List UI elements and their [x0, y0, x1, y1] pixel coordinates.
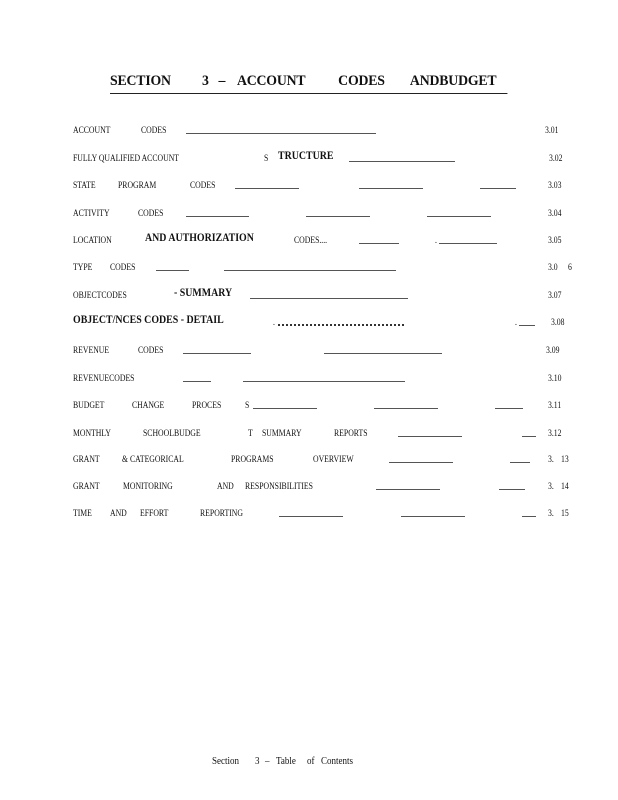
toc-text: - SUMMARY: [174, 287, 233, 299]
leader-line: [224, 270, 396, 271]
leader-line: [359, 243, 399, 244]
toc-text: CODES: [110, 262, 136, 272]
toc-page-number: 3.07: [548, 290, 562, 300]
leader-line: [389, 462, 453, 463]
toc-entry-time-effort-reporting[interactable]: [0, 507, 618, 523]
leader-line: [250, 298, 408, 299]
footer-contents: Contents: [321, 756, 354, 767]
toc-text: SUMMARY: [262, 428, 302, 438]
toc-text: AND AUTHORIZATION: [145, 232, 254, 244]
toc-page-number: 3.: [548, 481, 554, 491]
toc-text: CODES: [138, 345, 164, 355]
leader-line: [253, 408, 317, 409]
toc-text: OVERVIEW: [313, 454, 354, 464]
footer-dash: –: [265, 756, 270, 767]
toc-page-number: 3.11: [548, 400, 562, 410]
title-codes: CODES: [338, 73, 385, 89]
toc-entry-location-and-authorization-codes[interactable]: [0, 234, 618, 250]
footer-table: Table: [276, 756, 296, 767]
toc-text: CODES: [138, 208, 164, 218]
toc-page-number: 6: [568, 262, 572, 272]
toc-text: TYPE: [73, 262, 93, 272]
leader-line: [349, 161, 455, 162]
toc-text: TIME: [73, 508, 92, 518]
title-account: ACCOUNT: [236, 73, 306, 89]
toc-page-number: 3.04: [548, 208, 562, 218]
toc-entry-fully-qualified-account-structure[interactable]: [0, 152, 618, 168]
toc-text: FULLY QUALIFIED ACCOUNT: [73, 153, 180, 163]
toc-text: GRANT: [73, 454, 100, 464]
toc-entry-account-codes[interactable]: [0, 124, 618, 140]
toc-text: REVENUECODES: [73, 373, 135, 383]
leader-line: [324, 353, 442, 354]
toc-text: MONITORING: [123, 481, 173, 491]
toc-page-number: 3.03: [548, 180, 562, 190]
toc-text: OBJECTCODES: [73, 290, 127, 300]
toc-text: STATE: [73, 180, 96, 190]
toc-text: AND: [110, 508, 127, 518]
toc-text: CODES....: [294, 235, 328, 245]
toc-text: CODES: [141, 125, 167, 135]
toc-text: LOCATION: [73, 235, 112, 245]
toc-entry-object-nces-codes-detail[interactable]: [0, 316, 618, 332]
leader-line: [183, 381, 211, 382]
toc-entry-objectcodes-summary[interactable]: [0, 289, 618, 305]
leader-line: [439, 243, 497, 244]
toc-text: & CATEGORICAL: [122, 454, 184, 464]
toc-entry-state-program-codes[interactable]: [0, 179, 618, 195]
title-number: 3: [202, 73, 209, 89]
toc-entry-grant-categorical-programs-overview[interactable]: [0, 453, 618, 469]
leader-line: [510, 462, 530, 463]
leader-line: [359, 188, 423, 189]
toc-entry-monthly-schoolbudget-summary-reports[interactable]: [0, 427, 618, 443]
toc-page-number: 14: [561, 481, 569, 491]
toc-entry-type-codes[interactable]: [0, 261, 618, 277]
toc-entry-activity-codes[interactable]: [0, 207, 618, 223]
leader-line: [495, 408, 523, 409]
leader-line: [235, 188, 299, 189]
footer-of: of: [307, 756, 315, 767]
toc-text: PROCES: [192, 400, 222, 410]
footer-section: Section: [212, 756, 239, 767]
toc-text: GRANT: [73, 481, 100, 491]
leader-line: [306, 216, 370, 217]
toc-page-number: 3.02: [549, 153, 563, 163]
footer-number: 3: [255, 756, 260, 767]
toc-text: PROGRAM: [118, 180, 157, 190]
page-footer: [0, 756, 618, 770]
toc-page-number: 3.10: [548, 373, 562, 383]
toc-text: ACCOUNT: [73, 125, 111, 135]
toc-page-number: 3.: [548, 508, 554, 518]
leader-line: [279, 516, 343, 517]
leader-line: [427, 216, 491, 217]
leader-line: [401, 516, 465, 517]
toc-page-number: 13: [561, 454, 569, 464]
toc-text: REPORTING: [200, 508, 243, 518]
toc-text: AND: [217, 481, 234, 491]
leader-line: [183, 353, 251, 354]
leader-line: [398, 436, 462, 437]
toc-page-number: 3.05: [548, 235, 562, 245]
toc-text: PROGRAMS: [231, 454, 274, 464]
leader-dots: [278, 324, 404, 326]
toc-text: RESPONSIBILITIES: [245, 481, 313, 491]
leader-line: [243, 381, 405, 382]
toc-entry-budget-change-process[interactable]: [0, 399, 618, 415]
leader-line: [519, 325, 535, 326]
toc-text: ACTIVITY: [73, 208, 110, 218]
toc-text: REVENUE: [73, 345, 110, 355]
toc-text: OBJECT/NCES CODES - DETAIL: [73, 314, 224, 326]
title-dash: –: [218, 73, 226, 89]
leader-line: [522, 516, 536, 517]
toc-page-number: 3.01: [545, 125, 559, 135]
toc-text: REPORTS: [334, 428, 368, 438]
toc-text: TRUCTURE: [278, 150, 334, 162]
toc-text: CHANGE: [132, 400, 165, 410]
leader-line: [376, 489, 440, 490]
toc-text: CODES: [190, 180, 216, 190]
toc-text: MONTHLY: [73, 428, 111, 438]
toc-text: S: [264, 153, 269, 163]
leader-line: [499, 489, 525, 490]
toc-page-number: 3.12: [548, 428, 562, 438]
toc-page-number: 3.08: [551, 317, 565, 327]
leader-line: [186, 133, 376, 134]
leader-line: [156, 270, 189, 271]
toc-text: T: [248, 428, 253, 438]
title-section: SECTION: [110, 73, 171, 89]
toc-entry-revenue-codes[interactable]: [0, 344, 618, 360]
leader-line: [186, 216, 249, 217]
toc-text: SCHOOLBUDGE: [143, 428, 201, 438]
leader-line: [522, 436, 536, 437]
toc-page-number: 3.: [548, 454, 554, 464]
title-andbudget: ANDBUDGET: [409, 73, 497, 89]
toc-text: .: [515, 317, 517, 327]
toc-page-number: 3.0: [548, 262, 558, 272]
toc-text: .: [435, 235, 437, 245]
toc-text: S: [245, 400, 250, 410]
toc-entry-grant-monitoring-responsibilities[interactable]: [0, 480, 618, 496]
leader-line: [480, 188, 516, 189]
toc-text: .: [273, 317, 275, 327]
toc-text: BUDGET: [73, 400, 105, 410]
leader-line: [374, 408, 438, 409]
toc-entry-revenuecodes[interactable]: [0, 372, 618, 388]
toc-page-number: 15: [561, 508, 569, 518]
toc-page-number: 3.09: [546, 345, 560, 355]
toc-text: EFFORT: [140, 508, 169, 518]
page-title: [110, 73, 507, 94]
